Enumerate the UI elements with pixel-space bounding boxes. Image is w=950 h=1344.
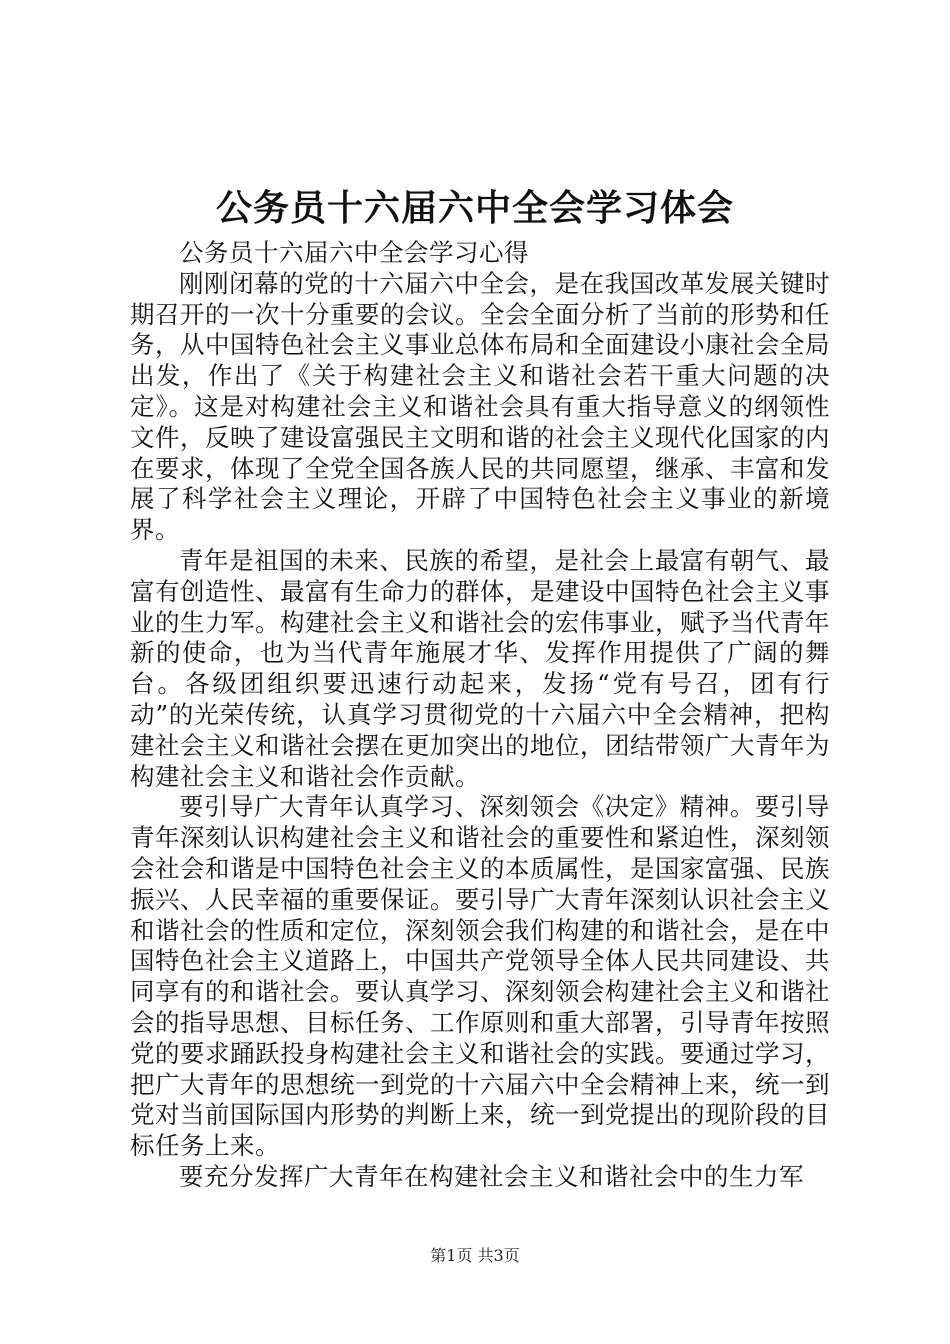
page-number-footer: 第1页 共3页	[430, 1246, 520, 1265]
body-paragraph: 刚刚闭幕的党的十六届六中全会，是在我国改革发展关键时期召开的一次十分重要的会议。全会全面分析了当前的形势和任务，从中国特色社会主义事业总体布局和全面建设小康社会全局出发，作出了《关于构建社会主义和谐社会若干重大问题的决定》。这是对构建社会主义和谐社会具有重大指导意义的纲领性文件，反映了建设富强民主文明和谐的社会主义现代化国家的内在要求，体现了全党全国各族人民的共同愿望，继承、丰富和发展了科学社会主义理论，开辟了中国特色社会主义事业的新境界。	[130, 268, 830, 545]
document-body	[130, 238, 830, 1193]
body-paragraph: 要引导广大青年认真学习、深刻领会《决定》精神。要引导青年深刻认识构建社会主义和谐社会的重要性和紧迫性，深刻领会社会和谐是中国特色社会主义的本质属性，是国家富强、民族振兴、人民幸福的重要保证。要引导广大青年深刻认识社会主义和谐社会的性质和定位，深刻领会我们构建的和谐社会，是在中国特色社会主义道路上，中国共产党领导全体人民共同建设、共同享有的和谐社会。要认真学习、深刻领会构建社会主义和谐社会的指导思想、目标任务、工作原则和重大部署，引导青年按照党的要求踊跃投身构建社会主义和谐社会的实践。要通过学习，把广大青年的思想统一到党的十六届六中全会精神上来，统一到党对当前国际国内形势的判断上来，统一到党提出的现阶段的目标任务上来。	[130, 792, 830, 1161]
subtitle-paragraph: 公务员十六届六中全会学习心得	[179, 238, 529, 267]
document-title: 公务员十六届六中全会学习体会	[215, 187, 734, 229]
body-paragraph: 要充分发挥广大青年在构建社会主义和谐社会中的生力军	[179, 1161, 804, 1191]
body-paragraph: 青年是祖国的未来、民族的希望，是社会上最富有朝气、最富有创造性、最富有生命力的群体，是建设中国特色社会主义事业的生力军。构建社会主义和谐社会的宏伟事业，赋予当代青年新的使命，也为当代青年施展才华、发挥作用提供了广阔的舞台。各级团组织要迅速行动起来，发扬“党有号召，团有行动”的光荣传统，认真学习贯彻党的十六届六中全会精神，把构建社会主义和谐社会摆在更加突出的地位，团结带领广大青年为构建社会主义和谐社会作贡献。	[130, 545, 830, 791]
